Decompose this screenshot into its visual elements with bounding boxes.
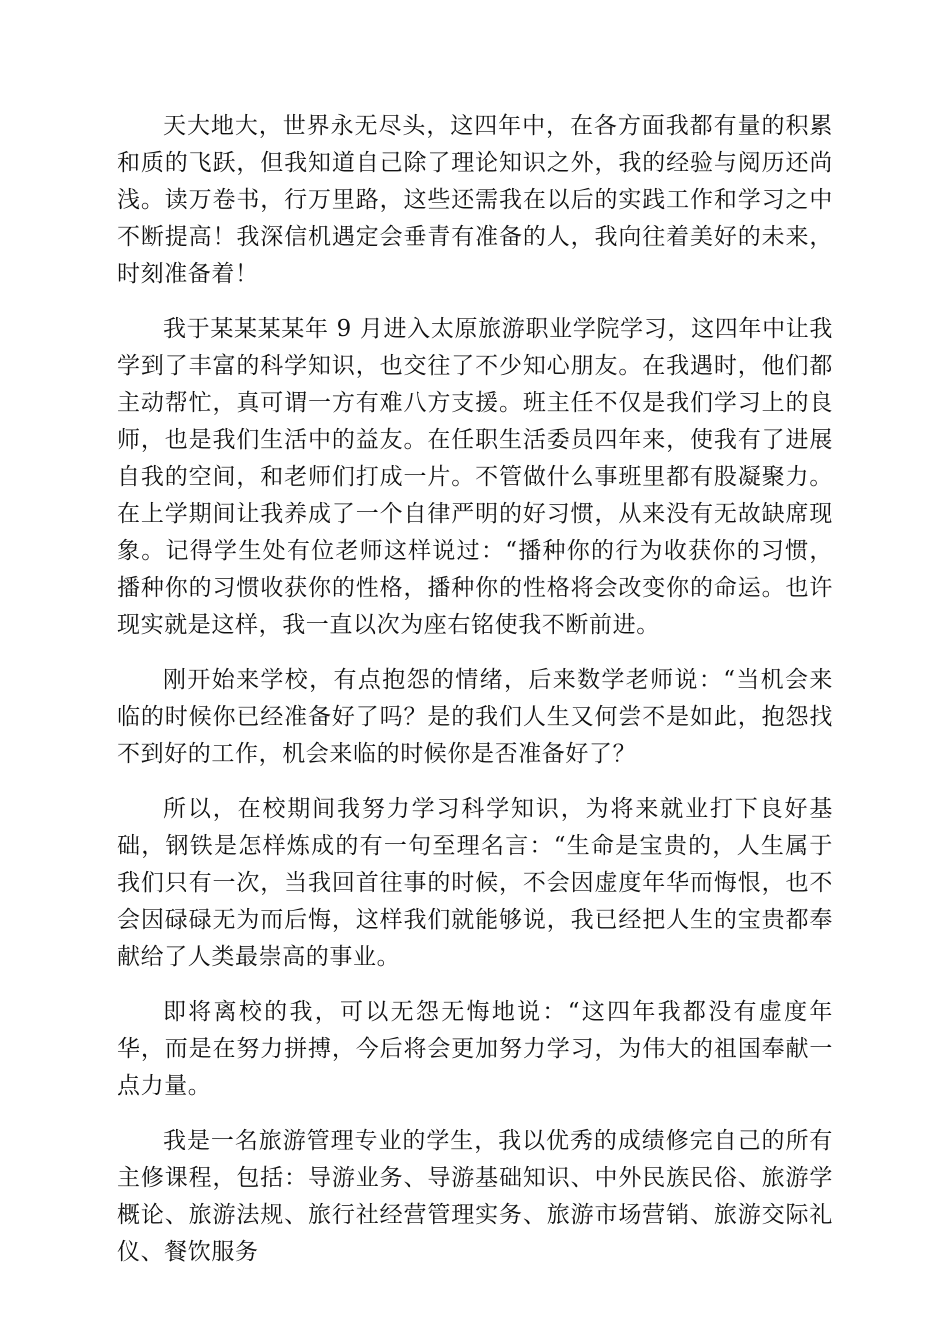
- paragraph-2: 我于某某某某年 9 月进入太原旅游职业学院学习，这四年中让我学到了丰富的科学知识，也交往了不少知心朋友。在我遇时，他们都主动帮忙，真可谓一方有难八方支援。班主任不仅是我们学习上的良师，也是我们生活中的益友。在任职生活委员四年来，使我有了进展自我的空间，和老师们打成一片。不管做什么事班里都有股凝聚力。在上学期间让我养成了一个自律严明的好习惯，从来没有无故缺席现象。记得学生处有位老师这样说过：“播种你的行为收获你的习惯，播种你的习惯收获你的性格，播种你的性格将会改变你的命运。也许现实就是这样，我一直以次为座右铭使我不断前进。: [117, 316, 833, 638]
- paragraph-4: 所以，在校期间我努力学习科学知识，为将来就业打下良好基础，钢铁是怎样炼成的有一句至理名言：“生命是宝贵的，人生属于我们只有一次，当我回首往事的时候，不会因虚度年华而悔恨，也不会因碌碌无为而后悔，这样我们就能够说，我已经把人生的宝贵都奉献给了人类最崇高的事业。: [117, 796, 833, 970]
- document-body: [117, 108, 833, 1289]
- paragraph-3: 刚开始来学校，有点抱怨的情绪，后来数学老师说：“当机会来临的时候你已经准备好了吗？是的我们人生又何尝不是如此，抱怨找不到好的工作，机会来临的时候你是否准备好了？: [117, 667, 833, 767]
- paragraph-1: 天大地大，世界永无尽头，这四年中，在各方面我都有量的积累和质的飞跃，但我知道自己除了理论知识之外，我的经验与阅历还尚浅。读万卷书，行万里路，这些还需我在以后的实践工作和学习之中不断提高！我深信机遇定会垂青有准备的人，我向往着美好的未来，时刻准备着！: [117, 113, 833, 287]
- paragraph-5: 即将离校的我，可以无怨无悔地说：“这四年我都没有虚度年华，而是在努力拼搏，今后将会更加努力学习，为伟大的祖国奉献一点力量。: [117, 999, 833, 1099]
- paragraph-6: 我是一名旅游管理专业的学生，我以优秀的成绩修完自己的所有主修课程，包括：导游业务、导游基础知识、中外民族民俗、旅游学概论、旅游法规、旅行社经营管理实务、旅游市场营销、旅游交际礼仪、餐饮服务: [117, 1128, 833, 1265]
